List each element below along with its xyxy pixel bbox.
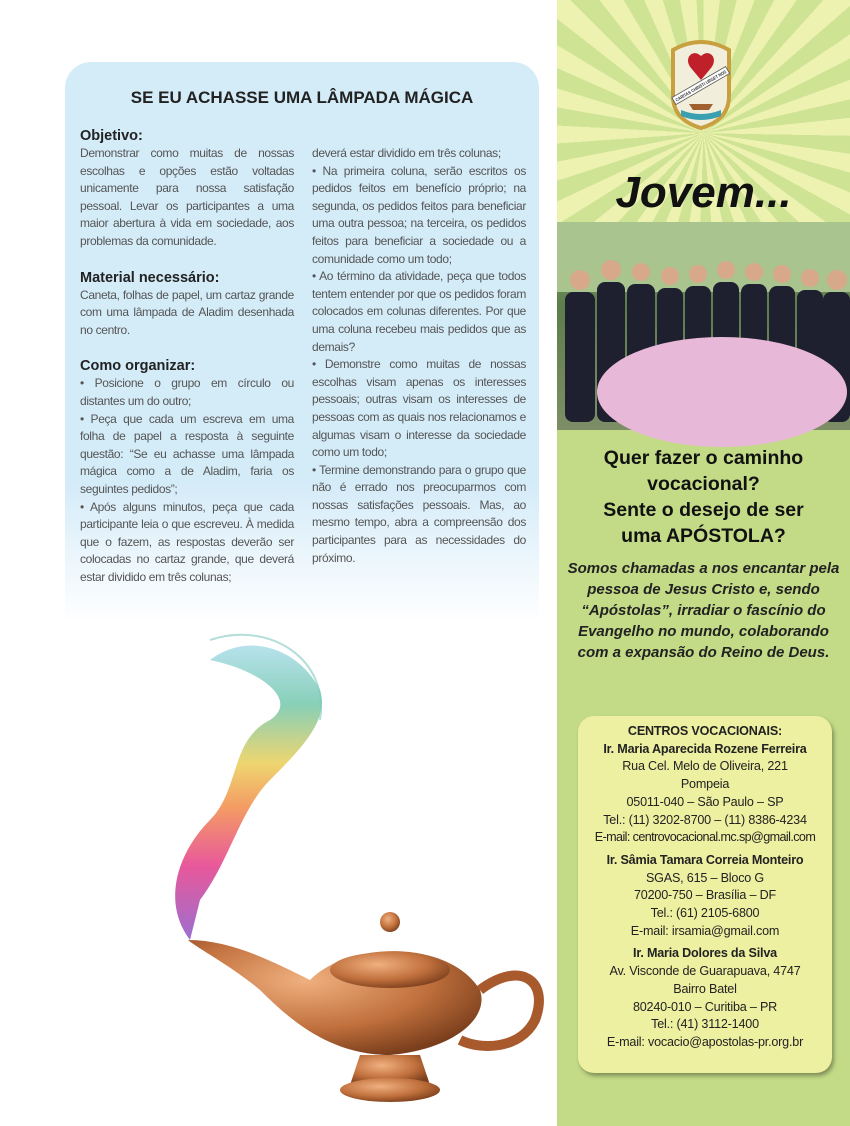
mission-description: Somos chamadas a nos encantar pela pessoa de Jesus Cristo e, sendo “Apóstolas”, irradiar o fascínio do Evangelho no mundo, colaborando com a expansão do Reino de Deus. <box>567 560 840 661</box>
contact-city: 05011-040 – São Paulo – SP <box>626 794 784 809</box>
contact-city: 70200-750 – Brasília – DF <box>633 888 776 903</box>
magic-lamp-illustration <box>150 600 550 1115</box>
contact-name: Ir. Sâmia Tamara Correia Monteiro <box>606 852 804 867</box>
contact-address: Av. Visconde de Guarapuava, 4747 <box>609 964 801 979</box>
contact-card <box>578 741 832 847</box>
contact-phone: Tel.: (11) 3202-8700 – (11) 8386-4234 <box>603 812 807 827</box>
step: • Posicione o grupo em círculo ou distantes um do outro; <box>80 376 294 408</box>
contact-district: Pompeia <box>680 777 730 792</box>
question-1: Quer fazer o caminho vocacional? <box>603 447 804 495</box>
step: deverá estar dividido em três colunas; <box>312 146 501 160</box>
text-column-left <box>80 127 294 584</box>
question-2: Sente o desejo de ser uma APÓSTOLA? <box>603 499 804 547</box>
organize-heading: Como organizar: <box>80 358 196 375</box>
material-heading: Material necessário: <box>80 269 220 286</box>
vocation-question <box>557 445 850 549</box>
headline: Jovem... <box>615 168 792 217</box>
step: • Na primeira coluna, serão escritos os pedidos feitos em benefício próprio; na segunda, os pedidos feitos para beneficiar uma outra pessoa; na terceira, os pedidos feitos para beneficiar a sociedade ou a comunidade como um todo; <box>312 163 526 266</box>
sisters-group-photo <box>557 222 850 430</box>
objective-heading: Objetivo: <box>80 128 143 144</box>
contact-card <box>578 852 832 941</box>
vocational-centers-box <box>578 716 832 1073</box>
material-text: Caneta, folhas de papel, um cartaz grande com uma lâmpada de Aladim desenhada no centro. <box>80 287 294 337</box>
step: • Ao término da atividade, peça que todos tentem entender por que os pedidos foram colocados em colunas diferentes. Por que uma coluna recebeu mais pedidos que as demais? <box>312 269 526 354</box>
contact-email[interactable]: E-mail: centrovocacional.mc.sp@gmail.com <box>594 830 816 845</box>
step: • Demonstre como muitas de nossas escolhas visam apenas os interesses pessoais; outras visam os interesses de pessoas com as quais nos relacionamos e algumas visam o interesse da sociedade como um todo; <box>312 357 526 460</box>
lamp-base <box>340 1078 440 1102</box>
contact-city: 80240-010 – Curitiba – PR <box>632 999 778 1014</box>
step: • Termine demonstrando para o grupo que não é errado nos preocuparmos com nossas satisfações pessoais. Mas, ao mesmo tempo, abra a compreensão dos participantes para as necessidades do próximo. <box>312 462 526 565</box>
contact-email[interactable]: E-mail: vocacio@apostolas-pr.org.br <box>606 1034 804 1049</box>
smoke-plume <box>175 646 322 940</box>
flower-bush <box>597 337 847 447</box>
contact-address: Rua Cel. Melo de Oliveira, 221 <box>622 759 788 774</box>
contact-district: Bairro Batel <box>673 981 737 996</box>
contact-name: Ir. Maria Aparecida Rozene Ferreira <box>603 741 807 756</box>
activity-title: SE EU ACHASSE UMA LÂMPADA MÁGICA <box>130 88 474 107</box>
contact-phone: Tel.: (61) 2105-6800 <box>650 906 760 921</box>
step: • Peça que cada um escreva em uma folha de papel a resposta à seguinte questão: “Se eu achasse uma lâmpada mágica como a de Aladim, faria os seguintes pedidos”; <box>80 411 294 496</box>
crest-motto: CARITAS CHRISTI URGET NOS <box>674 64 737 103</box>
text-column-right <box>312 145 526 567</box>
contacts-heading: CENTROS VOCACIONAIS: <box>627 724 783 738</box>
lamp-body <box>188 940 482 1055</box>
contact-name: Ir. Maria Dolores da Silva <box>633 946 777 961</box>
contact-address: SGAS, 615 – Bloco G <box>645 870 764 885</box>
contact-email[interactable]: E-mail: irsamia@gmail.com <box>630 923 780 938</box>
step: • Após alguns minutos, peça que cada participante leia o que escreveu. À medida que o fazem, as respostas deverão ser colocadas no cartaz grande, que deverá estar dividido em três colunas; <box>80 499 294 584</box>
contact-card <box>578 945 832 1051</box>
congregation-crest-logo <box>667 38 735 130</box>
contact-phone: Tel.: (41) 3112-1400 <box>651 1017 759 1032</box>
objective-text: Demonstrar como muitas de nossas escolhas e opções estão voltadas unicamente para nossa satisfação pessoal. Levar os participantes a uma maior abertura à vida em sociedade, aos problemas da comunidade. <box>80 146 294 248</box>
